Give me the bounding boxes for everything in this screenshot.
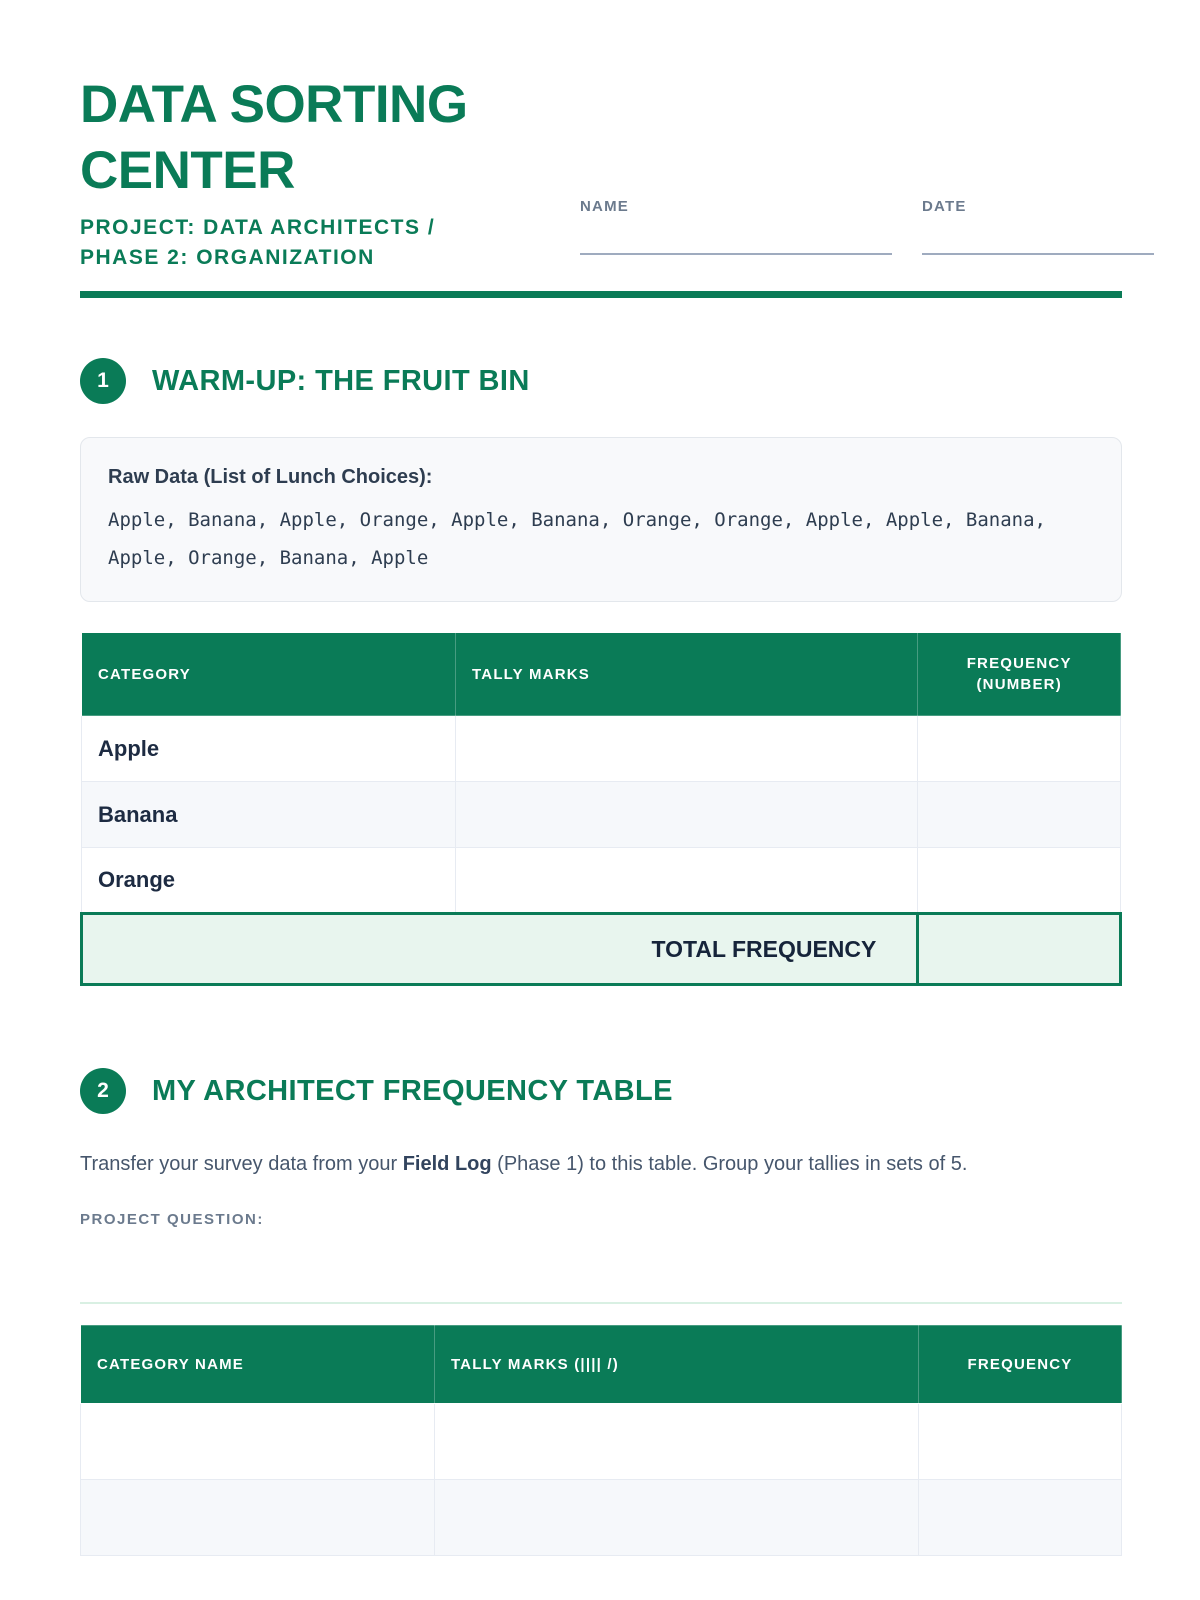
tally-blank-cell[interactable] xyxy=(456,848,918,914)
header-fields xyxy=(580,198,1154,273)
header xyxy=(80,72,1122,273)
tally-blank-cell[interactable] xyxy=(456,716,918,782)
tally-blank-cell[interactable] xyxy=(456,782,918,848)
column-header-category-name: CATEGORY NAME xyxy=(81,1325,435,1403)
project-question-answer-line[interactable] xyxy=(80,1302,1122,1304)
instructions-part2: (Phase 1) to this table. Group your tallies in sets of 5. xyxy=(491,1153,968,1175)
category-cell: Orange xyxy=(82,848,456,914)
name-field xyxy=(580,198,892,273)
name-input-line[interactable] xyxy=(580,253,892,255)
frequency-blank-cell[interactable] xyxy=(918,848,1121,914)
category-blank-cell[interactable] xyxy=(81,1403,435,1479)
frequency-blank-cell[interactable] xyxy=(919,1479,1122,1555)
frequency-blank-cell[interactable] xyxy=(918,716,1121,782)
date-field xyxy=(922,198,1154,273)
frequency-blank-cell[interactable] xyxy=(919,1403,1122,1479)
instructions-part1: Transfer your survey data from your xyxy=(80,1153,403,1175)
category-cell: Apple xyxy=(82,716,456,782)
category-cell: Banana xyxy=(82,782,456,848)
total-frequency-label: TOTAL FREQUENCY xyxy=(82,914,918,985)
instructions-text xyxy=(80,1148,1122,1181)
date-label: DATE xyxy=(922,198,967,215)
tally-blank-cell[interactable] xyxy=(434,1403,918,1479)
table-row xyxy=(82,782,1121,848)
header-title-block xyxy=(80,72,580,273)
tally-blank-cell[interactable] xyxy=(434,1479,918,1555)
header-divider xyxy=(80,291,1122,298)
page-subtitle: PROJECT: DATA ARCHITECTS / PHASE 2: ORGANIZATION xyxy=(80,216,436,269)
table-header-row xyxy=(82,633,1121,716)
field-log-emphasis: Field Log xyxy=(402,1153,492,1175)
frequency-blank-cell[interactable] xyxy=(918,782,1121,848)
raw-data-label: Raw Data (List of Lunch Choices): xyxy=(108,466,433,488)
page-title: DATA SORTING CENTER xyxy=(80,75,468,200)
category-blank-cell[interactable] xyxy=(81,1479,435,1555)
table-header-row xyxy=(81,1325,1122,1403)
date-input-line[interactable] xyxy=(922,253,1154,255)
table-row xyxy=(81,1479,1122,1555)
section-1-badge: 1 xyxy=(80,358,126,404)
column-header-tally: TALLY MARKS xyxy=(456,633,918,716)
section-1-header xyxy=(80,358,1122,404)
raw-data-box xyxy=(80,437,1122,602)
architect-frequency-table xyxy=(80,1325,1122,1556)
column-header-tally-marks: TALLY MARKS (|||| /) xyxy=(434,1325,918,1403)
section-2-header xyxy=(80,1068,1122,1114)
section-2-badge: 2 xyxy=(80,1068,126,1114)
column-header-frequency: FREQUENCY xyxy=(919,1325,1122,1403)
table-row xyxy=(81,1403,1122,1479)
table-row xyxy=(82,848,1121,914)
fruit-bin-table xyxy=(80,632,1122,986)
total-frequency-row xyxy=(82,914,1121,985)
raw-data-text: Apple, Banana, Apple, Orange, Apple, Banana, Orange, Orange, Apple, Apple, Banana, Apple, Orange, Banana, Apple xyxy=(108,509,1046,569)
column-header-frequency: FREQUENCY (NUMBER) xyxy=(918,633,1121,716)
table-row xyxy=(82,716,1121,782)
total-frequency-blank-cell[interactable] xyxy=(918,914,1121,985)
project-question-label: PROJECT QUESTION: xyxy=(80,1210,264,1228)
section-2-title: MY ARCHITECT FREQUENCY TABLE xyxy=(152,1074,673,1107)
name-label: NAME xyxy=(580,198,629,215)
column-header-category: CATEGORY xyxy=(82,633,456,716)
section-1-title: WARM-UP: THE FRUIT BIN xyxy=(152,364,530,397)
